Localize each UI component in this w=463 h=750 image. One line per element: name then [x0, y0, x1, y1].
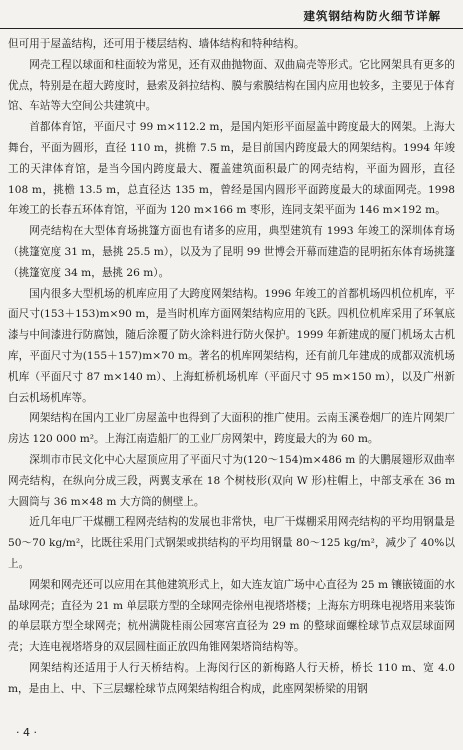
paragraph: 深圳市市民文化中心大屋顶应用了平面尺寸为(120～154)m×486 m 的大鹏展翅形双曲率网壳结构，在纵向分成三段，两翼支承在 18 个树枝形(双向 W 形)柱帽上，中部支承在 36 m 大圆筒与 36 m×48 m 大方筒的侧壁上。 [8, 453, 455, 508]
paragraph: 但可用于屋盖结构，还可用于楼层结构、墙体结构和特种结构。 [8, 38, 305, 50]
running-header: 建筑钢结构防火细节详解 [303, 9, 441, 23]
paragraph: 国内很多大型机场的机库应用了大跨度网架结构。1996 年竣工的首都机场四机位机库，平面尺寸(153＋153)m×90 m，是当时机库方面网架结构应用的飞跃。四机位机库采用了环氧底漆与中间漆进行防腐蚀，随后涂覆了防火涂料进行防火保护。1999 年新建成的厦门机场太古机库，平面尺寸为(155＋157)m×70 m。著名的机库网架结构，还有前几年建成的成都双流机场机库（平面尺寸 87 m×140 m）、上海虹桥机场机库（平面尺寸 95 m×150 m），以及广州新白云机场机库等。 [8, 287, 455, 404]
page-number: · 4 · [16, 726, 37, 739]
paragraph: 网架结构在国内工业厂房屋盖中也得到了大面积的推广使用。云南玉溪卷烟厂的连片网架厂房达 120 000 m²。上海江南造船厂的工业厂房网架中，跨度最大的为 60 m。 [8, 412, 455, 446]
paragraph: 首都体育馆，平面尺寸 99 m×112.2 m，是国内矩形平面屋盖中跨度最大的网架。上海大舞台，平面为圆形，直径 110 m，挑檐 7.5 m，是目前国内跨度最大的网架结构。1994 年竣工的天津体育馆，是当今国内跨度最大、覆盖建筑面积最广的网壳结构，平面为圆形，直径 108 m，挑檐 13.5 m，总直径达 135 m，曾经是国内圆形平面跨度最大的球面网壳。1998 年竣工的长春五环体育馆，平面为 120 m×166 m 枣形，连同支架平面为 146 m×192 m。 [8, 121, 455, 217]
paragraph: 网壳工程以球面和柱面较为常见，还有双曲抛物面、双曲扁壳等形式。它比网架具有更多的优点，特别是在超大跨度时，悬索及斜拉结构、膜与索膜结构在国内应用也较多，主要见于体育馆、车站等大空间公共建筑中。 [8, 58, 455, 113]
header-rule [0, 28, 463, 29]
paragraph: 网架和网壳还可以应用在其他建筑形式上，如大连友谊广场中心直径为 25 m 镶嵌镜面的水晶球网壳；直径为 21 m 单层联方型的全球网壳徐州电视塔塔楼；上海东方明珠电视塔用来装饰的单层联方型全球网壳；杭州满陇桂雨公园寒宫直径为 29 m 的整球面螺栓球节点双层球面网壳；大连电视塔塔身的双层圆柱面正放四角锥网架塔筒结构等。 [8, 578, 455, 654]
paragraph: 近几年电厂干煤棚工程网壳结构的发展也非常快，电厂干煤棚采用网壳结构的平均用钢量是 50～70 kg/m²，比既往采用门式钢架或拱结构的平均用钢量 80～125 kg/m²，减少了 40%以上。 [8, 516, 455, 570]
paragraph: 网架结构还适用于人行天桥结构。上海闵行区的新梅路人行天桥，桥长 110 m、宽 4.0 m，是由上、中、下三层螺栓球节点网架结构组合构成，此座网架桥梁的用钢 [8, 661, 455, 695]
paragraph: 网壳结构在大型体育场挑篷方面也有诸多的应用，典型建筑有 1993 年竣工的深圳体育场（挑篷宽度 31 m，悬挑 25.5 m），以及为了昆明 99 世博会开幕而建造的昆明拓东体育场挑篷（挑篷宽度 34 m，悬挑 26 m）。 [8, 225, 455, 279]
body-text [8, 34, 455, 700]
